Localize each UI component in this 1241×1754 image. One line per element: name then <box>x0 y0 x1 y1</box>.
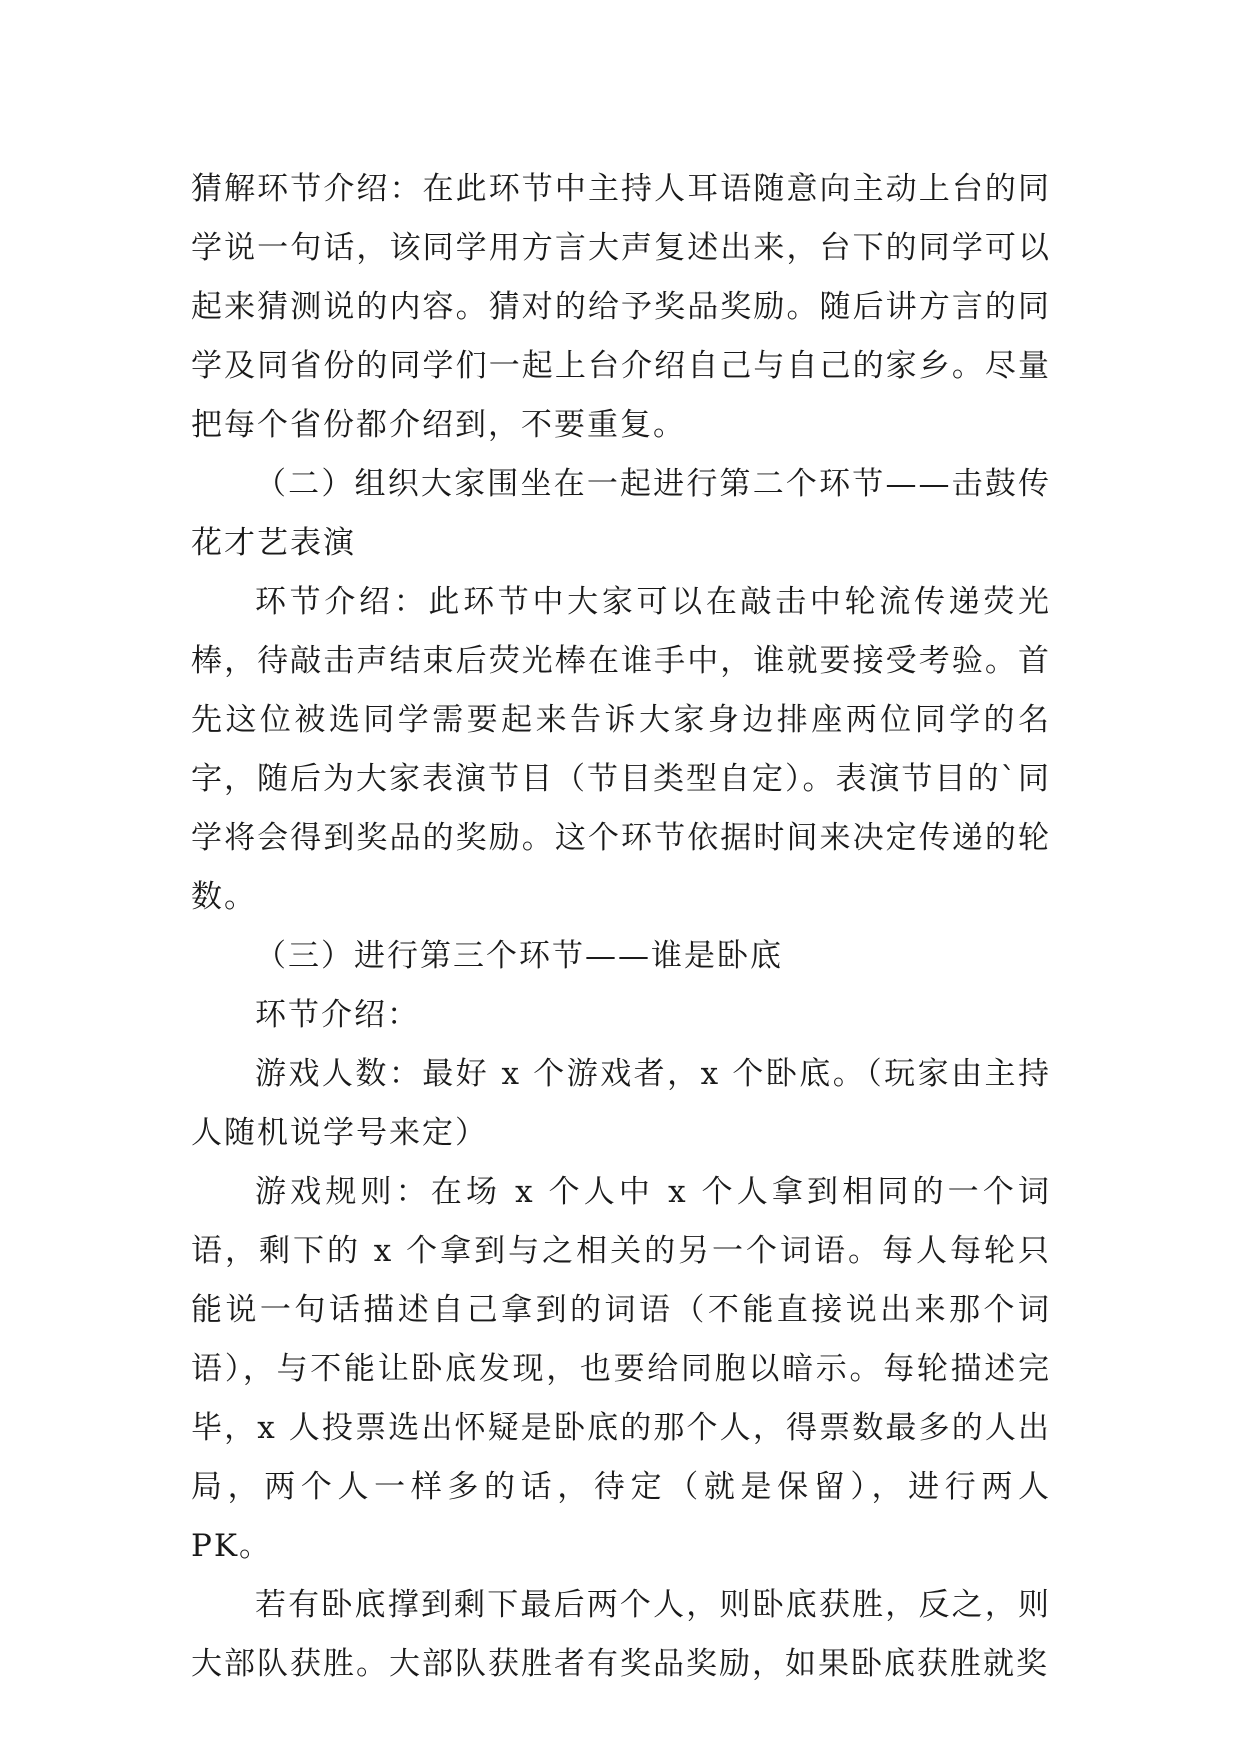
paragraph-player-count: 游戏人数：最好 x 个游戏者，x 个卧底。（玩家由主持人随机说学号来定） <box>191 1056 1051 1151</box>
paragraph-victory: 若有卧底撑到剩下最后两个人，则卧底获胜，反之，则大部队获胜。大部队获胜者有奖品奖励，如果卧底获胜就奖 <box>191 1587 1051 1682</box>
paragraph-game-rules: 游戏规则：在场 x 个人中 x 个人拿到相同的一个词语，剩下的 x 个拿到与之相关的另一个词语。每人每轮只能说一句话描述自己拿到的词语（不能直接说出来那个词语），与不能让卧底发现，也要给同胞以暗示。每轮描述完毕，x 人投票选出怀疑是卧底的那个人，得票数最多的人出局，两个人一样多的话，待定（就是保留），进行两人 PK。 <box>191 1174 1051 1564</box>
paragraph-dialect-intro: 猜解环节介绍：在此环节中主持人耳语随意向主动上台的同学说一句话，该同学用方言大声复述出来，台下的同学可以起来猜测说的内容。猜对的给予奖品奖励。随后讲方言的同学及同省份的同学们一起上台介绍自己与自己的家乡。尽量把每个省份都介绍到，不要重复。 <box>191 171 1051 443</box>
document-body <box>191 160 1051 1694</box>
section-heading-3: （三）进行第三个环节——谁是卧底 <box>255 938 783 974</box>
paragraph-drum-intro: 环节介绍：此环节中大家可以在敲击中轮流传递荧光棒，待敲击声结束后荧光棒在谁手中，谁就要接受考验。首先这位被选同学需要起来告诉大家身边排座两位同学的名字，随后为大家表演节目（节目类型自定）。表演节目的`同学将会得到奖品的奖励。这个环节依据时间来决定传递的轮数。 <box>191 584 1051 915</box>
paragraph-undercover-intro-label: 环节介绍： <box>255 997 420 1033</box>
section-heading-2: （二）组织大家围坐在一起进行第二个环节——击鼓传花才艺表演 <box>191 466 1051 561</box>
